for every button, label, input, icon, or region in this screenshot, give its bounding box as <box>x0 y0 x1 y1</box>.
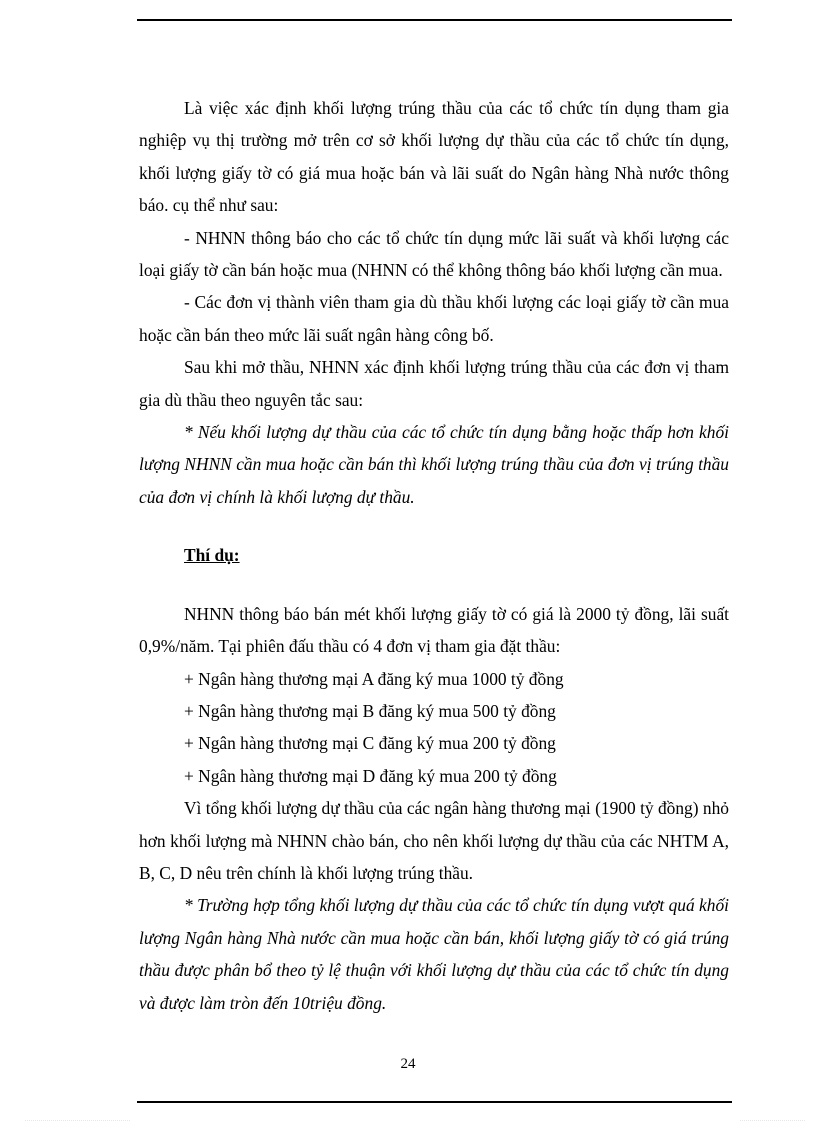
paragraph-after-opening: Sau khi mở thầu, NHNN xác định khối lượng trúng thầu của các đơn vị tham gia dù thầu theo nguyên tắc sau: <box>139 357 729 410</box>
page-number: 24 <box>400 1056 416 1072</box>
paragraph-announcement: - NHNN thông báo cho các tổ chức tín dụng mức lãi suất và khối lượng các loại giấy tờ cần bán hoặc mua (NHNN có thể không thông báo khối lượng cần mua. <box>139 227 729 281</box>
page-body <box>139 92 729 1019</box>
example-heading-text: Thí dụ: <box>184 545 240 566</box>
footer-rule <box>137 1101 732 1103</box>
paragraph-rule-exceeds: * Trường hợp tổng khối lượng dự thầu của các tổ chức tín dụng vượt quá khối lượng Ngân hàng Nhà nước cần mua hoặc cần bán, khối lượng giấy tờ có giá trúng thầu được phân bổ theo tỷ lệ thuận với khối lượng dự thầu của các tổ chức tín dụng và được làm tròn đến 10triệu đồng. <box>139 895 729 1013</box>
example-heading <box>139 539 729 571</box>
list-item-bank-a: + Ngân hàng thương mại A đăng ký mua 1000 tỷ đồng <box>184 668 564 689</box>
list-item-bank-b: + Ngân hàng thương mại B đăng ký mua 500 tỷ đồng <box>184 700 556 721</box>
footer-dotted-line-left <box>25 1120 130 1122</box>
list-item-bank-c: + Ngân hàng thương mại C đăng ký mua 200 tỷ đồng <box>184 733 556 754</box>
list-item-bank-d: + Ngân hàng thương mại D đăng ký mua 200 tỷ đồng <box>184 765 557 786</box>
paragraph-example-intro: NHNN thông báo bán mét khối lượng giấy tờ có giá là 2000 tỷ đồng, lãi suất 0,9%/năm. Tại phiên đấu thầu có 4 đơn vị tham gia đặt thầu: <box>139 603 729 657</box>
paragraph-example-conclusion: Vì tổng khối lượng dự thầu của các ngân hàng thương mại (1900 tỷ đồng) nhỏ hơn khối lượng mà NHNN chào bán, cho nên khối lượng dự thầu của các NHTM A, B, C, D nêu trên chính là khối lượng trúng thầu. <box>139 798 729 883</box>
paragraph-members-bid: - Các đơn vị thành viên tham gia dù thầu khối lượng các loại giấy tờ cần mua hoặc cần bán theo mức lãi suất ngân hàng công bố. <box>139 292 729 345</box>
paragraph-rule-equal-or-lower: * Nếu khối lượng dự thầu của các tổ chức tín dụng bằng hoặc thấp hơn khối lượng NHNN cần mua hoặc cần bán thì khối lượng trúng thầu của đơn vị trúng thầu của đơn vị chính là khối lượng dự thầu. <box>139 422 729 507</box>
footer-dotted-line-right <box>740 1120 805 1122</box>
header-rule <box>137 19 732 21</box>
paragraph-definition: Là việc xác định khối lượng trúng thầu của các tổ chức tín dụng tham gia nghiệp vụ thị trường mở trên cơ sở khối lượng dự thầu của các tổ chức tín dụng, khối lượng giấy tờ có giá mua hoặc bán và lãi suất do Ngân hàng Nhà nước thông báo. cụ thể như sau: <box>139 98 729 216</box>
